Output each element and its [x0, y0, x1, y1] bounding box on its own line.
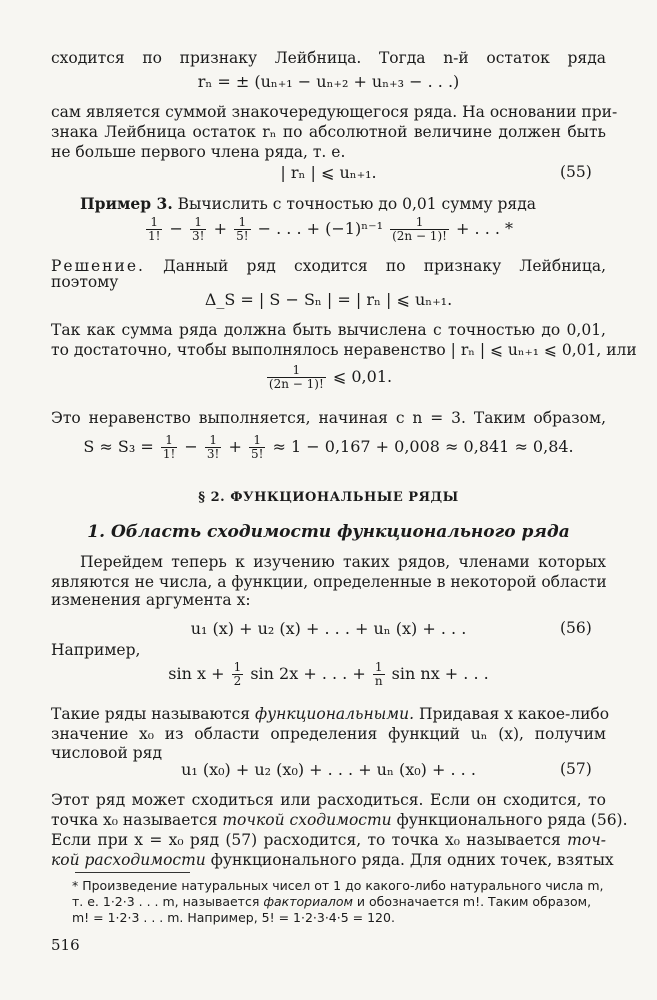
- text-line: Этот ряд может сходиться или расходиться. Если он сходится, то: [51, 791, 606, 809]
- text-line: числовой ряд: [51, 744, 162, 762]
- text-line: Это неравенство выполняется, начиная с n = 3. Таким образом,: [51, 409, 606, 427]
- equation-number: (56): [560, 619, 592, 637]
- text-line: значение x₀ из области определения функций uₙ (x), получим: [51, 725, 606, 743]
- example-series: [0, 216, 657, 243]
- sum-approximation: [0, 434, 657, 461]
- text-line: сходится по признаку Лейбница. Тогда n-й остаток ряда: [51, 49, 606, 67]
- equation-57: u₁ (x₀) + u₂ (x₀) + . . . + uₙ (x₀) + . . .: [181, 760, 476, 779]
- footnote-line: т. е. 1·2·3 . . . m, называется факториалом и обозначается m!. Таким образом,: [72, 894, 592, 909]
- series-middle: − . . . + (−1)ⁿ⁻¹: [257, 219, 383, 238]
- footnote-divider: [75, 872, 190, 873]
- fraction: $\frac{1}{1!}$: [147, 215, 161, 243]
- series-tail: + . . . *: [456, 219, 514, 238]
- fraction: $\frac{1}{(2n - 1)!}$: [268, 363, 324, 391]
- fraction: $\frac{1}{n}$: [374, 660, 383, 688]
- text-line: поэтому: [51, 273, 119, 291]
- footnote-line: m! = 1·2·3 . . . m. Например, 5! = 1·2·3·4·5 = 120.: [72, 910, 395, 925]
- term-factorial: факториалом: [263, 894, 353, 909]
- subsection-heading: 1. Область сходимости функционального ряда: [87, 522, 570, 542]
- inequality-tail: ⩽ 0,01.: [332, 367, 393, 386]
- operator: +: [213, 219, 227, 238]
- series-middle: sin 2x + . . . +: [250, 664, 366, 683]
- delta-equation: Δ_S = | S − Sₙ | = | rₙ | ⩽ uₙ₊₁.: [204, 290, 453, 309]
- sine-series: [0, 661, 657, 688]
- fraction: $\frac{1}{5!}$: [236, 215, 249, 243]
- solution-text: Данный ряд сходится по признаку Лейбница,: [163, 257, 606, 275]
- fraction: $\frac{1}{3!}$: [192, 215, 205, 243]
- term-convergence-point: точкой сходимости: [222, 811, 392, 829]
- sum-tail: ≈ 1 − 0,167 + 0,008 ≈ 0,841 ≈ 0,84.: [272, 437, 574, 456]
- text-line: знака Лейбница остаток rₙ по абсолютной величине должен быть: [51, 123, 606, 141]
- section-heading: § 2. ФУНКЦИОНАЛЬНЫЕ РЯДЫ: [198, 490, 459, 505]
- text-line: то достаточно, чтобы выполнялось неравенство | rₙ | ⩽ uₙ₊₁ ⩽ 0,01, или: [51, 341, 637, 359]
- operator: −: [184, 437, 198, 456]
- example-text: Вычислить с точностью до 0,01 сумму ряда: [177, 195, 536, 213]
- text-line: Такие ряды называются функциональными. Придавая x какое-либо: [51, 705, 610, 723]
- example-heading: [80, 194, 536, 214]
- operator: −: [169, 219, 183, 238]
- text-line: являются не числа, а функции, определенные в некоторой области: [51, 573, 607, 591]
- page-number: 516: [51, 936, 80, 954]
- text-line: изменения аргумента x:: [51, 591, 251, 609]
- text-line: Если при x = x₀ ряд (57) расходится, то точка x₀ называется точ-: [51, 831, 606, 849]
- fraction: $\frac{1}{2}$: [233, 660, 242, 688]
- text-line: сам является суммой знакочередующегося ряда. На основании при-: [51, 103, 618, 121]
- fraction: $\frac{1}{5!}$: [250, 433, 264, 461]
- text-line: Так как сумма ряда должна быть вычислена с точностью до 0,01,: [51, 321, 606, 339]
- text-line: точка x₀ называется точкой сходимости функционального ряда (56).: [51, 811, 628, 829]
- fraction: $\frac{1}{3!}$: [206, 433, 220, 461]
- text-line: кой расходимости функционального ряда. Для одних точек, взятых: [51, 851, 614, 869]
- fraction: $\frac{1}{(2n - 1)!}$: [392, 215, 447, 243]
- series-lead: sin x +: [168, 664, 225, 683]
- solution-line: [51, 256, 606, 276]
- text-line: Перейдем теперь к изучению таких рядов, членами которых: [80, 553, 606, 571]
- series-tail: sin nx + . . .: [391, 664, 489, 683]
- term-functional: функциональными.: [255, 705, 415, 723]
- equation-56: u₁ (x) + u₂ (x) + . . . + uₙ (x) + . . .: [190, 619, 467, 638]
- text-line: Например,: [51, 641, 141, 659]
- equation-55: | rₙ | ⩽ uₙ₊₁.: [280, 163, 377, 182]
- fraction: $\frac{1}{1!}$: [162, 433, 176, 461]
- text-line: не больше первого члена ряда, т. е.: [51, 143, 346, 161]
- term-divergence-point: кой расходимости: [51, 851, 206, 869]
- example-label: Пример 3.: [80, 194, 173, 213]
- factorial-inequality: [0, 364, 657, 391]
- solution-label: Решение.: [51, 257, 145, 275]
- remainder-equation: rₙ = ± (uₙ₊₁ − uₙ₊₂ + uₙ₊₃ − . . .): [197, 72, 460, 91]
- equation-number: (57): [560, 760, 592, 778]
- footnote-line: * Произведение натуральных чисел от 1 до какого-либо натурального числа m,: [72, 878, 604, 893]
- equation-number: (55): [560, 163, 592, 181]
- sum-lead: S ≈ S₃ =: [83, 437, 154, 456]
- operator: +: [228, 437, 242, 456]
